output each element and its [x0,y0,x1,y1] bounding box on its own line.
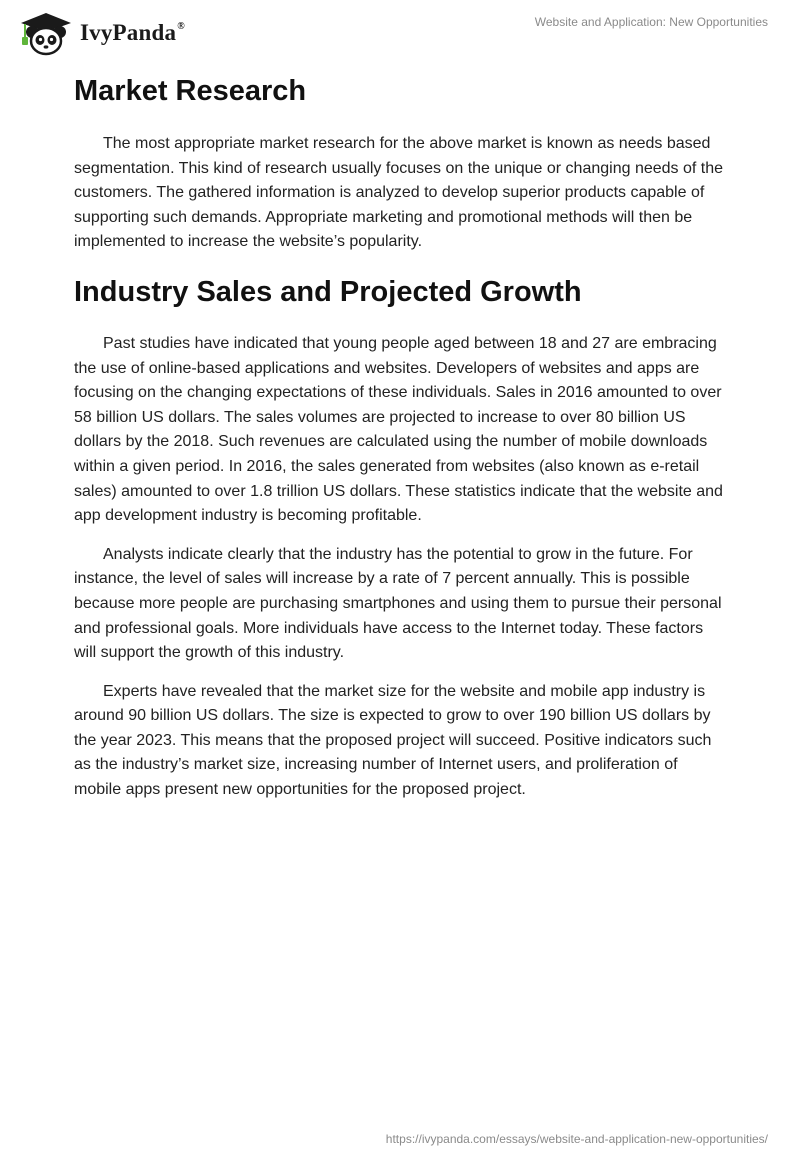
brand-name: IvyPanda® [80,20,185,45]
paragraph: Past studies have indicated that young people aged between 18 and 27 are embracing the use of online-based applications and websites. Developers of websites and apps are focusing on the changing expectations of these individuals. Sales in 2016 amounted to over 58 billion US dollars. The sales volumes are projected to increase to over 80 billion US dollars by the 2018. Such revenues are calculated using the number of mobile downloads within a given period. In 2016, the sales generated from websites (also known as e-retail sales) amounted to over 1.8 trillion US dollars. These statistics indicate that the website and app development industry is becoming profitable. [74,334,723,525]
section-heading-industry-sales: Industry Sales and Projected Growth [74,275,582,308]
paragraph: Experts have revealed that the market size for the website and mobile app industry is around 90 billion US dollars. The size is expected to grow to over 190 billion US dollars by the year 2023. This means that the proposed project will succeed. Positive indicators such as the industry’s market size, increasing number of Internet users, and proliferation of mobile apps present new opportunities for the proposed project. [74,682,712,799]
section-heading-market-research: Market Research [74,75,307,107]
running-title: Website and Application: New Opportunities [534,15,768,29]
source-url-link[interactable]: https://ivypanda.com/essays/website-and-application-new-opportunities/ [385,1132,768,1146]
brand-logo[interactable] [16,8,185,56]
registered-mark: ® [177,21,185,33]
panda-graduate-icon [16,8,74,56]
paragraph: The most appropriate market research for the above market is known as needs based segmentation. This kind of research usually focuses on the unique or changing needs of the customers. The gathered information is analyzed to develop superior products capable of supporting such demands. Appropriate marketing and promotional methods will then be implemented to increase the website’s popularity. [74,135,724,251]
essay-content [74,72,724,817]
paragraph: Analysts indicate clearly that the industry has the potential to grow in the future. For instance, the level of sales will increase by a rate of 7 percent annually. This is possible because more people are purchasing smartphones and using them to pursue their personal and professional goals. More individuals have access to the Internet today. These factors will support the growth of this industry. [74,545,722,662]
